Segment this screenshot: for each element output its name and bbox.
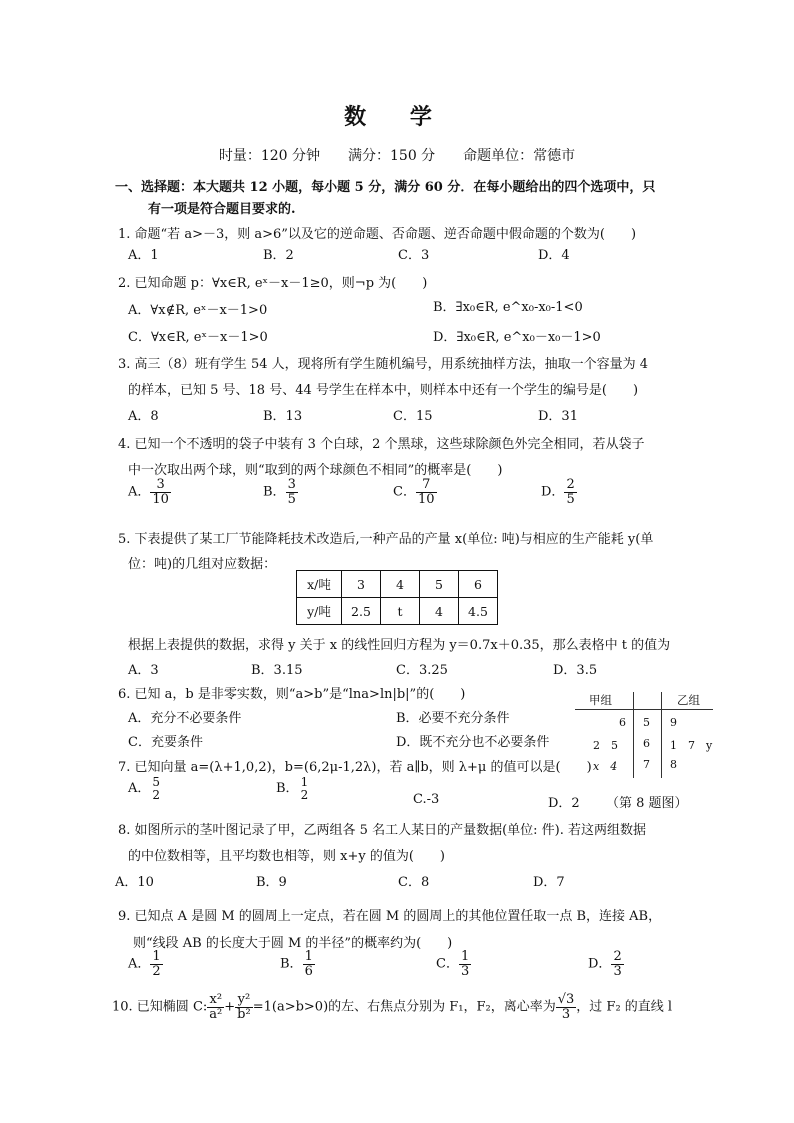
- exam-meta: 时量：120 分钟 满分：150 分 命题单位：常德市: [218, 148, 576, 164]
- q7-option-a: A． 5 2: [128, 775, 161, 802]
- q5-option-c: C．3.25: [396, 663, 448, 678]
- q3-line1: 3. 高三（8）班有学生 54 人，现将所有学生随机编号，用系统抽样方法，抽取一个容量为 4: [118, 357, 649, 372]
- q2-option-a: A．∀x∉R, eˣ－x－1>0: [128, 303, 268, 318]
- leaf-left: x 4: [593, 760, 618, 773]
- q9-line1: 9. 已知点 A 是圆 M 的圆周上一定点，若在圆 M 的圆周上的其他位置任取一点 B，连接 AB，: [118, 909, 662, 924]
- table-cell: 2.5: [342, 598, 381, 625]
- q9-option-d: D． $\frac{2}{3}$: [588, 949, 622, 979]
- q2-option-b: B．∃x₀∈R, e^x₀-x₀-1<0: [433, 300, 583, 315]
- left-divider: [633, 692, 634, 778]
- right-divider: [661, 692, 662, 778]
- q5-option-d: D．3.5: [553, 663, 598, 678]
- q7-option-b: B． 1 2: [276, 775, 309, 802]
- table-cell: t: [381, 598, 420, 625]
- q4-option-d: D． $\frac{2}{5}$: [541, 477, 575, 507]
- q1-stem: 1. 命题“若 a>－3，则 a>6”以及它的逆命题、否命题、逆否命题中假命题的个数为( ): [118, 227, 637, 242]
- page-title: 数 学: [344, 104, 450, 130]
- table-cell: x/吨: [297, 571, 342, 598]
- q4-option-b: B． $\frac{3}{5}$: [263, 477, 296, 507]
- figure-caption: （第 8 题图）: [606, 796, 688, 811]
- leaf-left: 6: [619, 716, 626, 729]
- q5-line1: 5. 下表提供了某工厂节能降耗技术改造后,一种产品的产量 x(单位: 吨)与相应的生产能耗 y(单: [118, 532, 654, 547]
- q4-line2: 中一次取出两个球，则“取到的两个球颜色不相同”的概率是( ): [128, 463, 503, 478]
- q6-option-b: B．必要不充分条件: [396, 711, 510, 726]
- leaf-right: 1 7 y: [670, 739, 713, 752]
- q3-option-b: B．13: [263, 409, 303, 424]
- q2-option-d: D．∃x₀∈R, e^x₀－x₀－1>0: [433, 330, 601, 345]
- q4-option-c: C． $\frac{7}{10}$: [393, 477, 435, 507]
- q4-line1: 4. 已知一个不透明的袋子中装有 3 个白球，2 个黑球，这些球除颜色外完全相同，若从袋子: [118, 437, 645, 452]
- q1-option-c: C．3: [398, 248, 430, 263]
- q8-option-b: B．9: [256, 875, 287, 890]
- q5-option-b: B．3.15: [251, 663, 303, 678]
- section-heading: 一、选择题：本大题共 12 小题，每小题 5 分，满分 60 分．在每小题给出的四个选项中，只: [115, 180, 656, 195]
- table-row: [297, 598, 498, 625]
- leaf-right: 9: [670, 716, 677, 729]
- q7-stem: 7. 已知向量 a=(λ+1,0,2)，b=(6,2μ-1,2λ)，若 a∥b，则 λ+μ 的值可以是( ): [118, 760, 592, 775]
- q4-option-a: A． $\frac{3}{10}$: [128, 477, 169, 507]
- table-cell: 4.5: [459, 598, 498, 625]
- q5-option-a: A．3: [128, 663, 159, 678]
- q8-line2: 的中位数相等，且平均数也相等，则 x+y 的值为( ): [128, 849, 445, 864]
- q5-data-table: [296, 570, 498, 625]
- q1-option-d: D．4: [538, 248, 570, 263]
- q3-line2: 的样本，已知 5 号、18 号、44 号学生在样本中，则样本中还有一个学生的编号是( ): [128, 383, 639, 398]
- q8-option-c: C．8: [398, 875, 430, 890]
- table-row: [297, 571, 498, 598]
- q8-option-a: A．10: [115, 875, 154, 890]
- table-cell: 6: [459, 571, 498, 598]
- left-group-title: 甲组: [589, 693, 612, 707]
- leaf-right: 8: [670, 758, 677, 771]
- q9-option-c: C． $\frac{1}{3}$: [436, 949, 470, 979]
- q2-option-c: C．∀x∈R, eˣ－x－1>0: [128, 330, 268, 345]
- q9-option-a: A． $\frac{1}{2}$: [128, 949, 161, 979]
- stem-value: 7: [643, 758, 650, 771]
- q3-option-c: C．15: [393, 409, 433, 424]
- q6-stem: 6. 已知 a，b 是非零实数，则“a>b”是“lna>ln|b|”的( ): [118, 687, 466, 702]
- table-cell: 5: [420, 571, 459, 598]
- table-cell: 4: [420, 598, 459, 625]
- stem-value: 5: [643, 716, 650, 729]
- section-heading-cont: 有一项是符合题目要求的.: [148, 202, 296, 217]
- table-cell: 3: [342, 571, 381, 598]
- q6-option-a: A．充分不必要条件: [128, 711, 242, 726]
- q5-line2: 位：吨)的几组对应数据：: [128, 557, 277, 572]
- q6-option-c: C．充要条件: [128, 735, 203, 750]
- q2-stem: 2. 已知命题 p：∀x∈R, eˣ－x－1≥0，则¬p 为( ): [118, 276, 428, 291]
- q5-line3: 根据上表提供的数据，求得 y 关于 x 的线性回归方程为 y＝0.7x＋0.35，那么表格中 t 的值为: [128, 638, 671, 653]
- stem-value: 6: [643, 737, 650, 750]
- right-group-title: 乙组: [677, 693, 700, 707]
- q9-option-b: B． $\frac{1}{6}$: [280, 949, 313, 979]
- table-cell: 4: [381, 571, 420, 598]
- q7-option-c: C.-3: [413, 792, 440, 807]
- q8-option-d: D．7: [533, 875, 565, 890]
- q10-stem: 10. 已知椭圆 C: $\frac{\text{x²}}{\text{a²}}$ + $\frac{\text{y²}}{\text{b²}}$ =1(a>b>0)的左、右焦点分别为 F₁，F₂，离心率为 $\frac{√3}{3}$ ，过 F₂ 的直线 l: [112, 992, 673, 1022]
- q1-option-a: A．1: [128, 248, 159, 263]
- q3-option-d: D．31: [538, 409, 578, 424]
- q9-line2: 则“线段 AB 的长度大于圆 M 的半径”的概率约为( ): [133, 936, 453, 951]
- q6-option-d: D．既不充分也不必要条件: [396, 735, 550, 750]
- q7-option-d: D．2: [548, 796, 580, 811]
- q3-option-a: A．8: [128, 409, 159, 424]
- header-rule: [575, 709, 713, 710]
- table-cell: y/吨: [297, 598, 342, 625]
- q8-line1: 8. 如图所示的茎叶图记录了甲，乙两组各 5 名工人某日的产量数据(单位: 件). 若这两组数据: [118, 823, 646, 838]
- stem-leaf-plot: [575, 692, 715, 787]
- leaf-left: 2 5: [593, 739, 618, 752]
- q1-option-b: B．2: [263, 248, 294, 263]
